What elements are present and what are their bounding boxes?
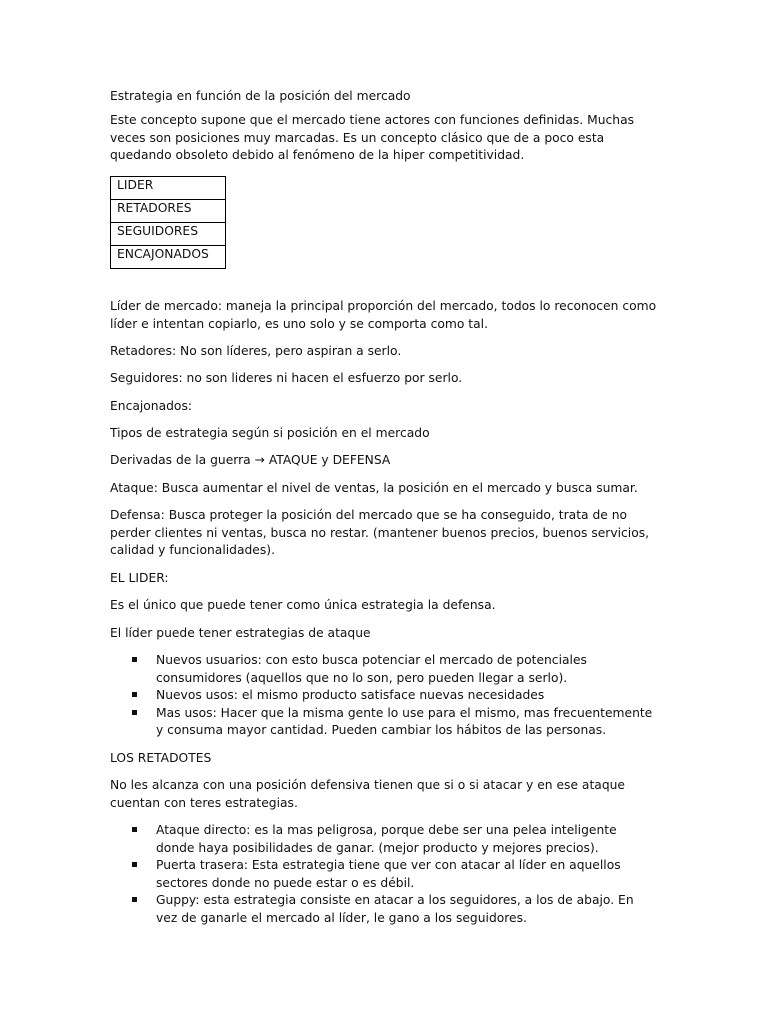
derivadas-paragraph: Derivadas de la guerra → ATAQUE y DEFENSA	[110, 453, 391, 467]
square-bullet-icon	[132, 862, 137, 867]
square-bullet-icon	[132, 897, 137, 902]
roles-table-cell: RETADORES	[111, 200, 226, 223]
ataque-paragraph: Ataque: Busca aumentar el nivel de ventas, la posición en el mercado y busca sumar.	[110, 481, 638, 495]
list-item	[110, 822, 658, 857]
seguidores-paragraph: Seguidores: no son lideres ni hacen el esfuerzo por serlo.	[110, 371, 463, 385]
square-bullet-icon	[132, 657, 137, 662]
retadores-paragraph: Retadores: No son líderes, pero aspiran a serlo.	[110, 344, 402, 358]
list-item	[110, 652, 658, 687]
square-bullet-icon	[132, 827, 137, 832]
list-item-text: Nuevos usos: el mismo producto satisface nuevas necesidades	[156, 688, 545, 702]
roles-table-cell: ENCAJONADOS	[111, 246, 226, 269]
roles-table-cell: SEGUIDORES	[111, 223, 226, 246]
list-item-text: Nuevos usuarios: con esto busca potenciar el mercado de potenciales consumidores (aquellos que no lo son, pero pueden llegar a serlo).	[156, 653, 587, 685]
list-item	[110, 857, 658, 892]
lider-bullet-list	[110, 652, 658, 740]
list-item-text: Guppy: esta estrategia consiste en atacar a los seguidores, a los de abajo. En vez de ganarle el mercado al líder, le gano a los seguidores.	[156, 893, 634, 925]
list-item-text: Puerta trasera: Esta estrategia tiene que ver con atacar al líder en aquellos sectores donde no puede estar o es débil.	[156, 858, 621, 890]
square-bullet-icon	[132, 692, 137, 697]
el-lider-unica-paragraph: Es el único que puede tener como única estrategia la defensa.	[110, 598, 496, 612]
encajonados-paragraph: Encajonados:	[110, 399, 193, 413]
list-item-text: Ataque directo: es la mas peligrosa, porque debe ser una pelea inteligente donde haya posibilidades de ganar. (mejor producto y mejores precios).	[156, 823, 617, 855]
square-bullet-icon	[132, 710, 137, 715]
document-title: Estrategia en función de la posición del mercado	[110, 89, 411, 103]
retadotes-paragraph: No les alcanza con una posición defensiva tienen que si o si atacar y en ese ataque cuentan con teres estrategias.	[110, 778, 625, 810]
roles-table-cell: LIDER	[111, 177, 226, 200]
intro-paragraph: Este concepto supone que el mercado tiene actores con funciones definidas. Muchas veces son posiciones muy marcadas. Es un concepto clásico que de a poco esta quedando obsoleto debido al fenómeno de la hiper competitividad.	[110, 113, 635, 162]
el-lider-heading: EL LIDER:	[110, 571, 169, 585]
lider-paragraph: Líder de mercado: maneja la principal proporción del mercado, todos lo reconocen como líder e intentan copiarlo, es uno solo y se comporta como tal.	[110, 299, 657, 331]
retadotes-bullet-list	[110, 822, 658, 927]
retadotes-heading: LOS RETADOTES	[110, 751, 212, 765]
list-item	[110, 687, 658, 705]
list-item	[110, 705, 658, 740]
defensa-paragraph: Defensa: Busca proteger la posición del mercado que se ha conseguido, trata de no perder clientes ni ventas, busca no restar. (mantener buenos precios, buenos servicios, calidad y funcionalidades).	[110, 508, 650, 557]
list-item	[110, 892, 658, 927]
list-item-text: Mas usos: Hacer que la misma gente lo use para el mismo, mas frecuentemente y consuma mayor cantidad. Pueden cambiar los hábitos de las personas.	[156, 705, 653, 737]
el-lider-ataque-paragraph: El líder puede tener estrategias de ataque	[110, 626, 371, 640]
roles-table	[110, 176, 226, 269]
tipos-paragraph: Tipos de estrategia según si posición en el mercado	[110, 426, 430, 440]
